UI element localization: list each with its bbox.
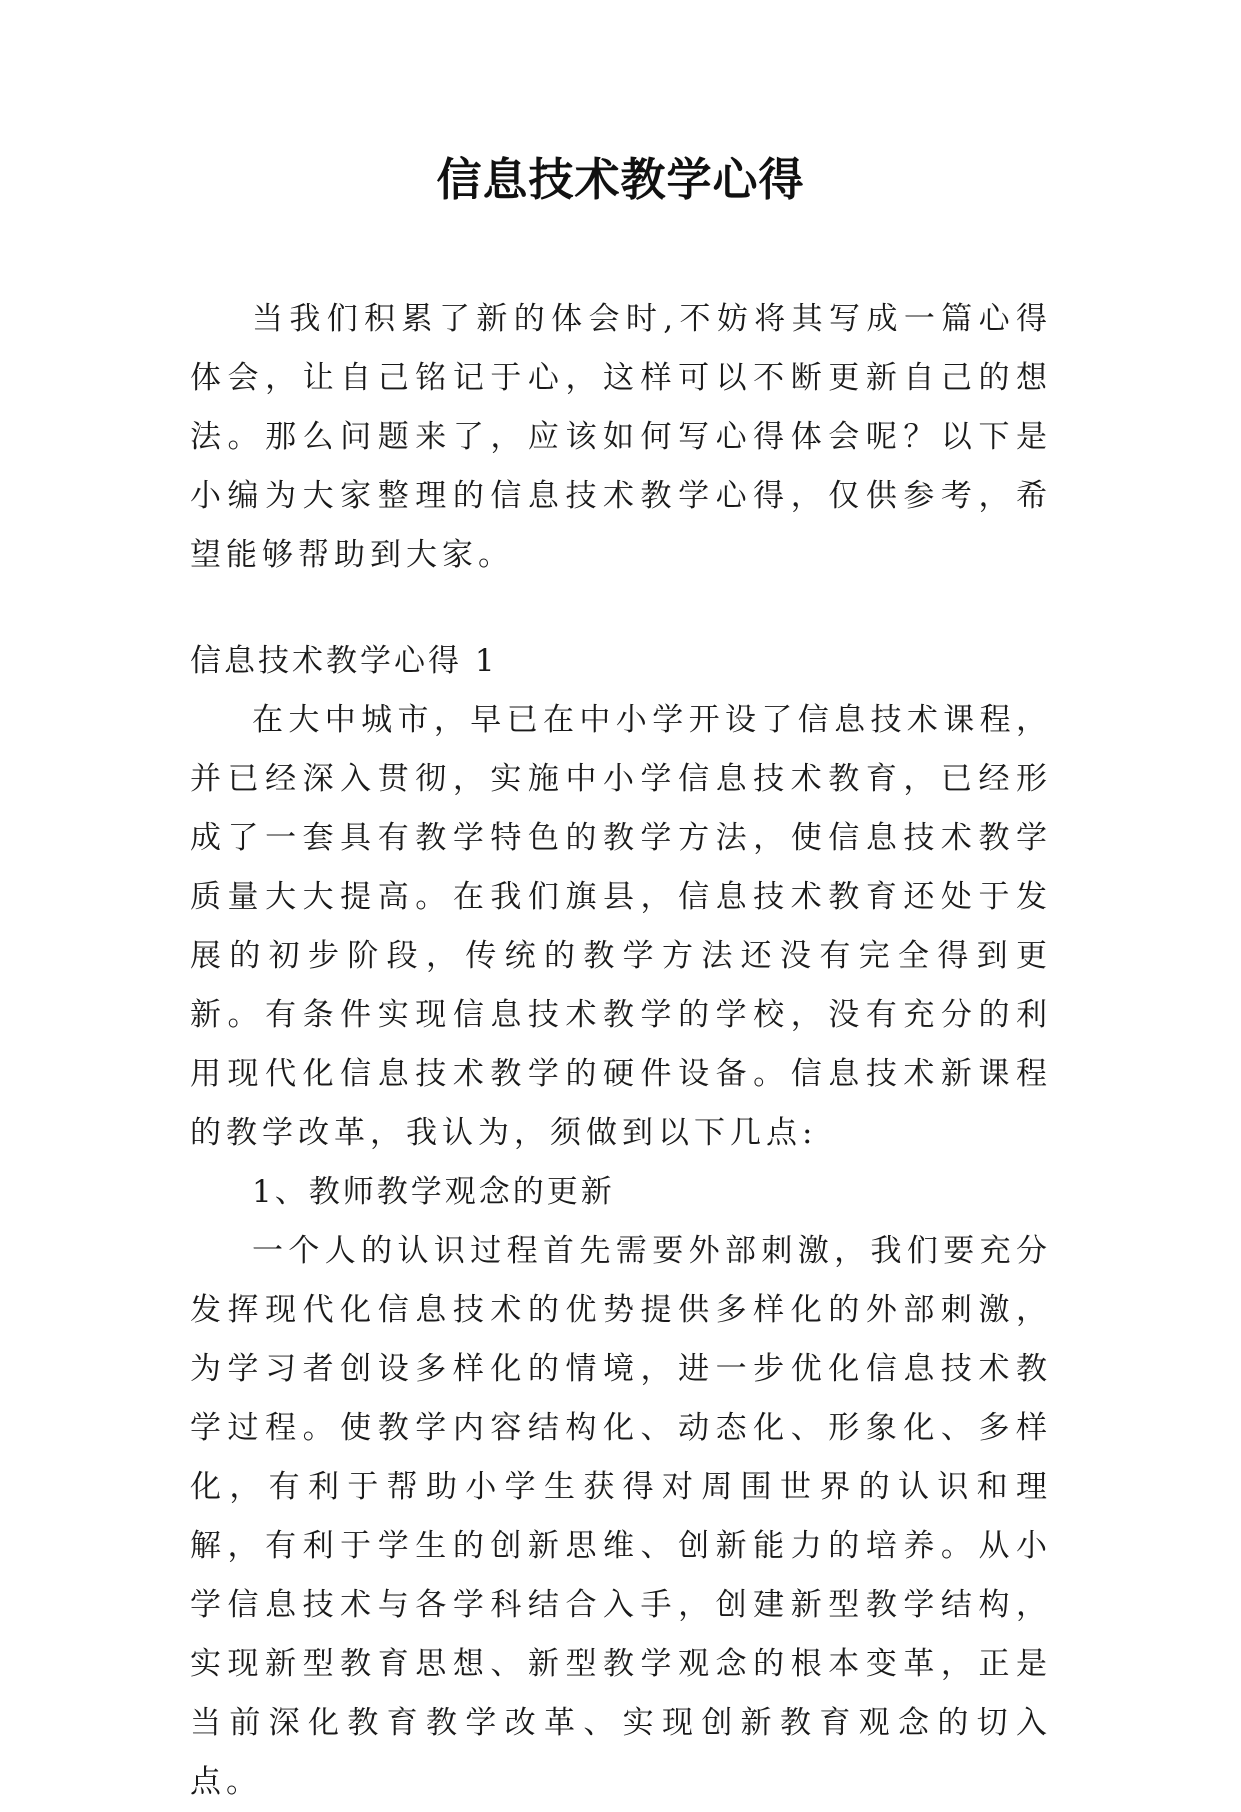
intro-paragraph: 当我们积累了新的体会时,不妨将其写成一篇心得体会，让自己铭记于心，这样可以不断更新自己的想法。那么问题来了，应该如何写心得体会呢？以下是小编为大家整理的信息技术教学心得，仅供参考，希望能够帮助到大家。: [190, 301, 1052, 573]
section-paragraph-1: 在大中城市，早已在中小学开设了信息技术课程，并已经深入贯彻，实施中小学信息技术教育，已经形成了一套具有教学特色的教学方法，使信息技术教学质量大大提高。在我们旗县，信息技术教育还处于发展的初步阶段，传统的教学方法还没有完全得到更新。有条件实现信息技术教学的学校，没有充分的利用现代化信息技术教学的硬件设备。信息技术新课程的教学改革，我认为，须做到以下几点:: [190, 702, 1052, 1151]
section-heading: 信息技术教学心得 1: [190, 643, 498, 679]
section-paragraph-2: 一个人的认识过程首先需要外部刺激，我们要充分发挥现代化信息技术的优势提供多样化的外部刺激，为学习者创设多样化的情境，进一步优化信息技术教学过程。使教学内容结构化、动态化、形象化、多样化，有利于帮助小学生获得对周围世界的认识和理解，有利于学生的创新思维、创新能力的培养。从小学信息技术与各学科结合入手，创建新型教学结构，实现新型教育思想、新型教学观念的根本变革，正是当前深化教育教学改革、实现创新教育观念的切入点。: [190, 1233, 1052, 1800]
document-body: [190, 290, 1052, 1812]
subheading-1: 1、教师教学观念的更新: [252, 1174, 615, 1210]
document-title: 信息技术教学心得: [436, 153, 805, 206]
